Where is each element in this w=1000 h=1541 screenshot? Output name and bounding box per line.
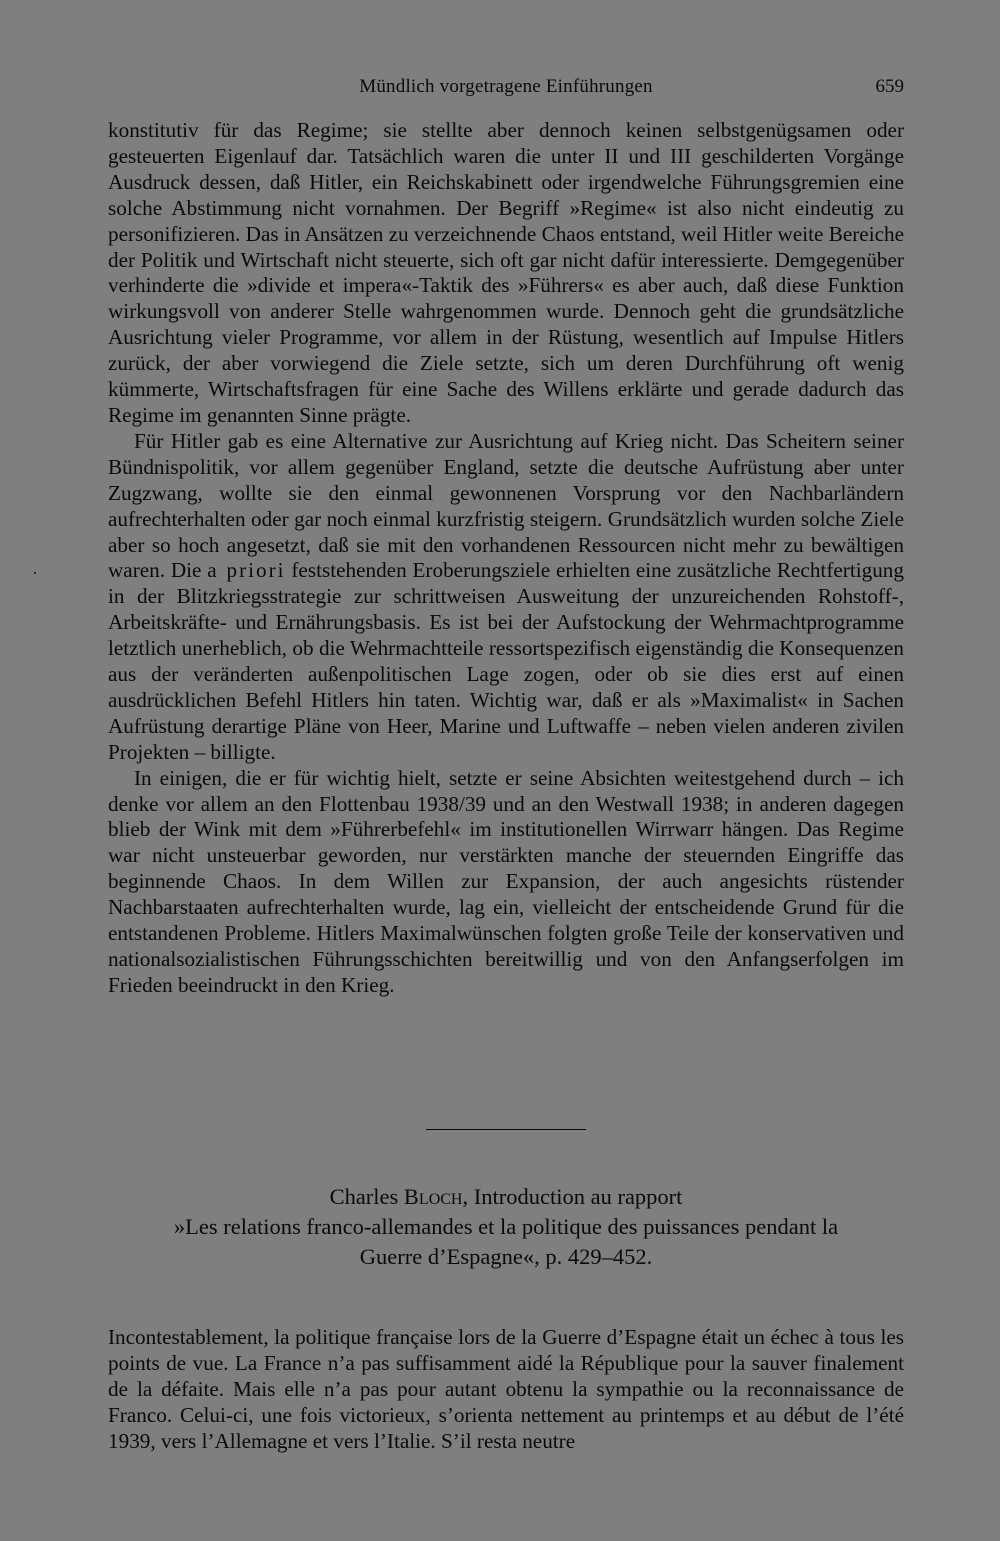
heading-line-2: »Les relations franco-allemandes et la politique des puissances pendant la — [173, 1214, 839, 1239]
heading-title: , Introduction au rapport — [462, 1184, 683, 1209]
paragraph-1 — [108, 118, 904, 429]
french-paragraph: Incontestablement, la politique française lors de la Guerre d’Espagne était un échec à tous les points de vue. La France n’a pas suffisamment aidé la République pour la sauver finalement de la défaite. Mais elle n’a pas pour autant obtenu la sympathie ou la reconnaissance de Franco. Celui-ci, une fois victorieux, s’orienta nettement au printemps et au début de l’été 1939, vers l’Allemagne et vers l’Italie. S’il resta neutre — [108, 1325, 904, 1453]
section-heading — [108, 1182, 904, 1272]
paragraph-2-text-b: feststehenden Eroberungsziele erhielten eine zusätzliche Rechtfertigung in der Blitzkriegsstrategie zur schrittweisen Ausweitung der unzureichenden Rohstoff-, Arbeitskräfte- und Ernährungsbasis. Es ist bei der Aufstockung der Wehrmachtprogramme letztlich unerheblich, ob die Wehrmachtteile ressortspezifisch eigenständig die Konsequenzen aus der veränderten außenpolitischen Lage zogen, oder ob sie dies erst auf einen ausdrücklichen Befehl Hitlers hin taten. Wichtig war, daß er als »Maximalist« in Sachen Aufrüstung derartige Pläne von Heer, Marine und Luftwaffe – neben vielen anderen zivilen Projekten – billigte. — [108, 558, 904, 764]
paragraph-2-text-a: Für Hitler gab es eine Alternative zur Ausrichtung auf Krieg nicht. Das Scheitern seiner Bündnispolitik, vor allem gegenüber England, setzte die deutsche Aufrüstung aber unter Zugzwang, wollte sie den einmal gewonnenen Vorsprung vor den Nachbarländern aufrechterhalten oder gar noch einmal kurzfristig steigern. Grundsätzlich wurden solche Ziele aber so hoch angesetzt, daß sie mit den vorhandenen Ressourcen nicht mehr zu bewältigen waren. Die — [108, 428, 904, 583]
a-priori-phrase: a priori — [207, 558, 286, 583]
paragraph-1-text: konstitutiv für das Regime; sie stellte aber dennoch keinen selbstgenügsamen oder gesteuerten Eigenlauf dar. Tatsächlich waren die unter II und III geschilderten Vorgänge Ausdruck dessen, daß Hitler, ein Reichskabinett oder irgendwelche Führungsgremien eine solche Abstimmung nicht vornahmen. Der Begriff »Regime« ist also nicht eindeutig zu personifizieren. Das in Ansätzen zu verzeichnende Chaos entstand, weil Hitler weite Bereiche der Politik und Wirtschaft nicht steuerte, sich oft gar nicht dafür interessierte. Demgegenüber verhinderte die »divide et impera«-Taktik des »Führers« es aber auch, daß diese Funktion wirkungsvoll von anderer Stelle wahrgenommen wurde. Dennoch geht die grundsätzliche Ausrichtung vieler Programme, vor allem in der Rüstung, wesentlich auf Impulse Hitlers zurück, der aber vorwiegend die Ziele setzte, sich um deren Durchführung oft wenig kümmerte, Wirtschaftsfragen für eine Sache des Willens erklärte und gerade dadurch das Regime im genannten Sinne prägte. — [108, 118, 904, 427]
paragraph-3-text: In einigen, die er für wichtig hielt, setzte er seine Absichten weitestgehend durch – ich denke vor allem an den Flottenbau 1938/39 und an den Westwall 1938; in anderen dagegen blieb der Wink mit dem »Führerbefehl« im institutionellen Wirrwarr hängen. Das Regime war nicht unsteuerbar geworden, nur verstärkten manche der steuernden Eingriffe das beginnende Chaos. In dem Willen zur Expansion, der auch angesichts rüstender Nachbarstaaten aufrechterhalten wurde, lag ein, vielleicht der entscheidende Grund für die entstandenen Probleme. Hitlers Maximalwünschen folgten große Teile der konservativen und nationalsozialistischen Führungsschichten bereitwillig und von den Anfangserfolgen im Frieden beeindruckt in den Krieg. — [108, 765, 904, 997]
section-divider — [426, 1129, 586, 1130]
paragraph-2 — [108, 429, 904, 766]
running-title: Mündlich vorgetragene Einführungen — [359, 76, 653, 97]
heading-line-1 — [108, 1182, 904, 1212]
german-body-text — [108, 118, 904, 999]
author-first-name: Charles — [329, 1184, 399, 1209]
page-header — [108, 76, 904, 102]
paragraph-3 — [108, 766, 904, 999]
author-last-name: Bloch — [403, 1184, 463, 1209]
heading-line-3: Guerre d’Espagne«, p. 429–452. — [359, 1244, 653, 1269]
margin-speck — [34, 572, 36, 574]
page-number: 659 — [875, 76, 904, 97]
french-body-text — [108, 1324, 904, 1454]
